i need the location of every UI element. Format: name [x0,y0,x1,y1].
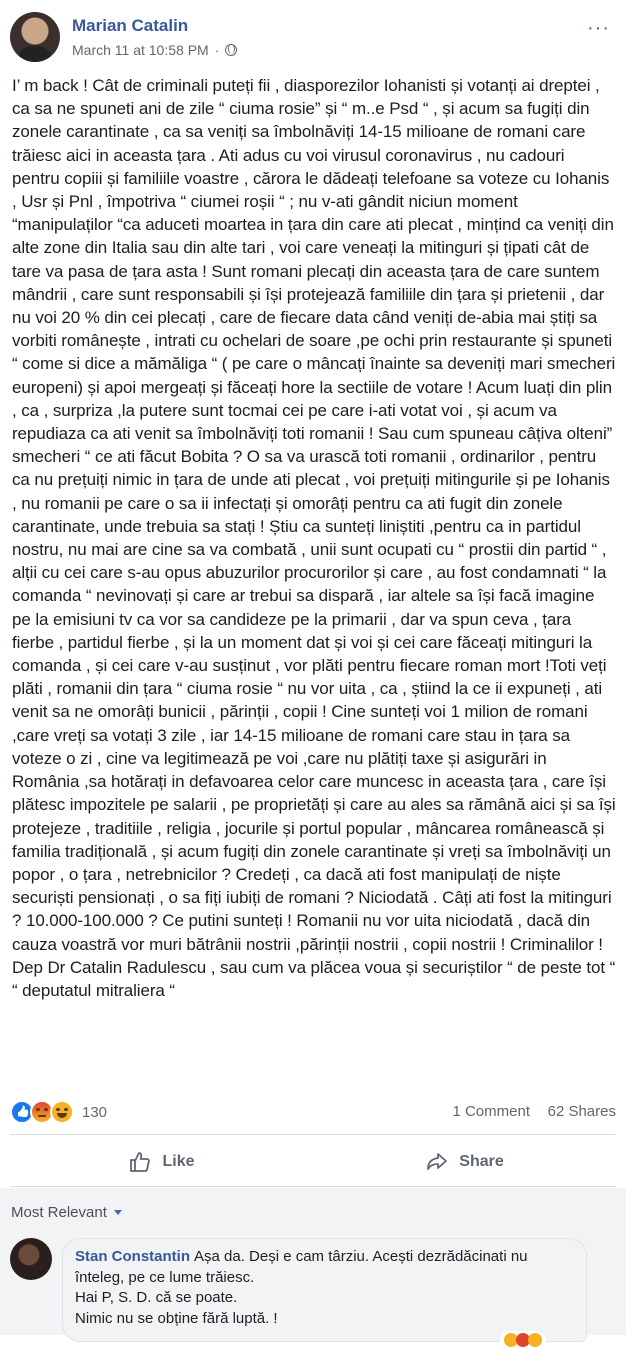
comment-line: Nimic nu se obține fără luptă. ! [75,1309,278,1327]
post-meta [72,42,237,58]
comment-line: Hai P, S. D. că se poate. [75,1289,238,1306]
comment-bubble [62,1238,587,1342]
reaction-summary[interactable] [10,1100,107,1124]
share-button[interactable] [313,1140,616,1184]
author-avatar[interactable] [10,12,60,62]
share-button-label: Share [459,1153,504,1170]
globe-icon[interactable] [225,44,237,56]
share-count-link[interactable]: 62 Shares [547,1103,616,1120]
haha-icon [50,1100,74,1124]
comment-line: înteleg, pe ce lume trăiesc. [75,1268,255,1286]
post-actions [10,1140,616,1184]
more-options-icon[interactable]: ··· [587,17,610,39]
actions-divider [10,1186,616,1187]
like-button-label: Like [162,1153,195,1170]
post-body-text: I’ m back ! Cât de criminali puteți fii , diasporezilor Iohanisti și votanți ai dreptei , ca sa ne spuneti ani de zile “ ciuma rosie” și “ m..e Psd “ , și acum sa fugiți din zonele carantinate , ca sa veniți sa îmbolnăviți 14-15 milioane de romani care trăiesc aici in aceasta țara . Ati adus cu voi virusul coronavirus , nu cadouri pentru copiii și familiile voastre , cărora le dădeați telefoane sa voteze cu Iohanis , Usr și Pnl , împotriva “ ciumei roșii “ ; nu v-ati gândit niciun moment “manipulaților “ca aduceti moartea in țara din care ati plecat , mințind ca veniți din alte zone din Italia sau din alte tari , voi care veneați la mitinguri și țipati cât de tare va pasa de țara asta ! Sunt romani plecați din aceasta țara de care suntem mândrii , care sunt responsabili și își protejează familiile din țara și prietenii , dar nu voi 20 % din cei plecați , care de fiecare data când veniți de-abia mai știți sa vorbiti românește , intrati cu ochelari de soare ,pe ochi prin restaurante și spuneti “ come si dice a mămăliga “ ( pe care o mâncați înainte sa deveniți mari smecheri europeni) și apoi mergeați și făceați hore la sectiile de votare ! Acum luați din plin , ca , surpriza ,la putere sunt tocmai cei pe care i-ati votat voi , și acum va repudiaza ca ati venit sa îmbolnăviți toti romanii ! Sau cum spuneau câțiva olteni” smecheri “ ce ati făcut Bobita ? O sa va urască toti romanii , ordinarilor , pentru ca nu prețuiți nimic in țara de unde ati plecat , voi prețuiți mitingurile și pe Iohanis , nu romanii pe care o sa ii infectați și omorâți pentru ca ati fugit din zonele carantinate, unde trebuia sa stați ! Știu ca sunteți liniștiti ,pentru ca in partidul nostru, nu mai are cine sa va combată , unii sunt ocupati cu “ prostii din partid “ , alții cu cei care s-au opus abuzurilor procurorilor și care , au fost condamnati “ la comanda “ nevinovați și care ar trebui sa dispară , iar altele sa își facă imagine pe la emisiuni tv ca vor sa candideze pe la primarii , dar va spun ceva , țara fierbe , partidul fierbe , și la un moment dat și voi și cei care făceați mitinguri la comanda , și cei care v-au susținut , vor plăti pentru fiecare roman mort !Toti veți plăti , romanii din țara “ ciuma rosie “ nu vor uita , ca , știind la ce ii expuneți , ati venit sa ne omorâți bunicii , părinții , copii ! Cine sunteți voi 1 milion de romani ,care vreți sa votați 3 zile , iar 14-15 milioane de romani care stau in țara sa voteze o zi , cine va legitimează pe voi ,care nu plătiți taxe și asigurări in România ,sa hotărați in defavoarea celor care muncesc in aceasta țara , care își plătesc impozitele pe salarii , pe proprietăți și care au ales sa rămână aici și sa își protejeze , traditiile , religia , jocurile și portul popular , mâncarea românească și familia tradițională , și acum fugiți din zonele carantinate și vreți sa îmbolnăviți un popor , o țara , netrebnicilor ? Credeți , ca dacă ati fost manipulați de niște securiști pensionați , o sa fiți iubiți de romani ? Niciodată . Câți ati fost la mitinguri ? 10.000-100.000 ? Ce putini sunteți ! Romanii nu vor uita niciodată , dacă din cauza voastră vor muri bătrânii nostrii ,părinții nostrii , copii nostrii ! Criminalilor ! Dep Dr Catalin Radulescu , sau cum va plăcea voua și securiștilor “ de peste tot “ “ deputatul mitraliera “ [12,76,616,1000]
comment-filter-label: Most Relevant [11,1204,107,1221]
comments-section [0,1188,626,1335]
thumbs-up-icon [128,1150,152,1174]
comment-line: Stan Constantin Așa da. Deși e cam târziu. Acești dezrădăcinati nu [75,1248,528,1265]
chevron-down-icon [114,1210,122,1215]
post-header [10,12,616,62]
commenter-avatar[interactable] [10,1238,52,1280]
post-stats [10,1098,616,1124]
share-arrow-icon [425,1150,449,1174]
comment-count-link[interactable]: 1 Comment [452,1103,530,1120]
like-button[interactable] [10,1140,313,1184]
meta-separator: · [214,42,220,58]
stats-divider [10,1134,616,1135]
reaction-count[interactable]: 130 [82,1103,108,1121]
comment-filter-dropdown[interactable] [11,1204,122,1221]
comment-reactions[interactable] [500,1331,546,1349]
haha-icon [528,1333,542,1347]
author-name[interactable]: Marian Catalin [72,16,189,35]
post-timestamp[interactable]: March 11 at 10:58 PM [72,42,209,58]
commenter-name[interactable]: Stan Constantin [75,1248,190,1265]
